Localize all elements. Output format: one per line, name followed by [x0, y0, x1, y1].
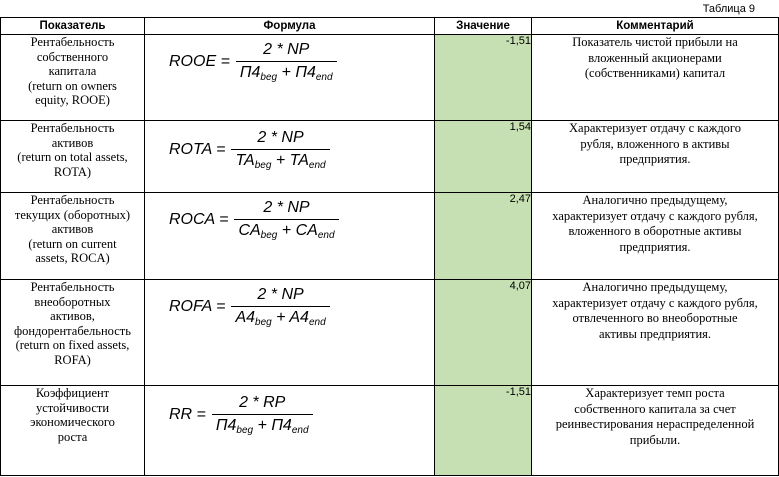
formula-symbol: ROCA — [169, 211, 215, 228]
comment-line: (собственниками) капитал — [584, 66, 726, 80]
comment-cell — [532, 35, 779, 121]
formula-symbol: RR — [169, 406, 193, 423]
formula-lhs: ROTA = — [169, 141, 226, 158]
indicator-line: Рентабельность — [30, 193, 115, 207]
indicator-line: капитала — [48, 64, 97, 78]
table-row — [1, 386, 779, 476]
comment-line: рубля, вложенного в активы — [580, 136, 730, 151]
formula — [169, 286, 330, 328]
subscript-beg: beg — [236, 425, 254, 436]
formula-cell — [145, 35, 435, 121]
formula-numerator: 2 * NP — [263, 199, 310, 216]
indicator-line: активов — [51, 222, 94, 236]
indicator-line: экономического — [30, 415, 115, 429]
header-formula: Формула — [145, 18, 435, 35]
denominator-term: A4 — [235, 309, 256, 326]
subscript-end: end — [291, 425, 309, 436]
subscript-end: end — [308, 160, 326, 171]
indicator-line: внеоборотных — [34, 294, 111, 309]
indicator-line: ROTA) — [53, 164, 92, 179]
subscript-beg: beg — [254, 160, 272, 171]
indicator-line: Рентабельность — [30, 280, 115, 294]
comment-cell — [532, 280, 779, 386]
formula-denominator: $A4_{beg} + A4_{end}$ — [231, 306, 329, 328]
comment-line: активы предприятия. — [598, 326, 712, 341]
indicator-line: (return on current — [28, 236, 117, 251]
subscript-end: end — [308, 317, 326, 328]
subscript-beg: beg — [255, 317, 272, 328]
indicator-line: активов, — [50, 309, 95, 323]
comment-line: вложенный акционерами — [588, 50, 722, 65]
formula-cell — [145, 193, 435, 280]
subscript-beg: beg — [260, 230, 278, 241]
indicator-line: фондорентабельность — [14, 323, 131, 338]
subscript-end: end — [315, 72, 333, 83]
indicator-line: Рентабельность — [30, 35, 115, 49]
comment-cell — [532, 193, 779, 280]
denominator-term: П4 — [215, 417, 237, 434]
comment-line: Характеризует темп роста — [585, 386, 725, 400]
header-row — [1, 18, 779, 35]
formula-lhs: ROCA = — [169, 211, 229, 228]
header-indicator: Показатель — [1, 18, 145, 35]
indicator-line: собственного — [36, 49, 109, 64]
formula-fraction — [231, 129, 329, 171]
indicator-line: Коэффициент — [35, 386, 110, 400]
indicator-cell — [1, 35, 145, 121]
formula-denominator: $П4_{beg} + П4_{end}$ — [212, 414, 313, 436]
comment-line: Аналогично предыдущему, — [582, 193, 728, 207]
table-row — [1, 121, 779, 193]
denominator-term: TA — [235, 152, 255, 169]
indicator-line: (return on owners — [28, 78, 117, 93]
comment-cell — [532, 121, 779, 193]
comment-line: вложенного в оборотные активы — [568, 224, 742, 238]
comment-line: отвлеченного во внеоборотные — [572, 311, 738, 325]
formula-symbol: ROTA — [169, 141, 212, 158]
formula-lhs: RR = — [169, 406, 206, 423]
table-caption: Таблица 9 — [702, 3, 755, 15]
formula-lhs: ROFA = — [169, 298, 226, 315]
financial-ratios-table — [0, 17, 779, 476]
formula-cell — [145, 280, 435, 386]
subscript-end: end — [317, 230, 335, 241]
indicator-line: текущих (оборотных) — [14, 207, 131, 222]
formula-denominator: $П4_{beg} + П4_{end}$ — [236, 61, 337, 83]
formula — [169, 129, 330, 171]
indicator-line: equity, ROOE) — [35, 93, 110, 107]
formula-fraction — [231, 286, 329, 328]
formula-symbol: ROFA — [169, 298, 212, 315]
comment-line: прибыли. — [629, 432, 681, 447]
header-value: Значение — [435, 18, 532, 35]
formula — [169, 199, 339, 241]
comment-line: Показатель чистой прибыли на — [572, 35, 738, 49]
value-cell: 2,47 — [435, 193, 532, 280]
comment-line: Характеризует отдачу с каждого — [569, 121, 741, 135]
comment-line: собственного капитала за счет — [574, 401, 736, 416]
formula-numerator: 2 * NP — [263, 41, 310, 58]
formula-symbol: ROOE — [169, 53, 217, 70]
denominator-term: CA — [295, 222, 318, 239]
indicator-cell — [1, 280, 145, 386]
indicator-line: активов — [51, 135, 94, 150]
indicator-line: Рентабельность — [30, 121, 115, 135]
formula-denominator: $TA_{beg} + TA_{end}$ — [231, 149, 329, 171]
indicator-line: роста — [57, 429, 88, 444]
indicator-line: (return on total assets, — [17, 150, 128, 164]
value-cell: -1,51 — [435, 35, 532, 121]
formula-fraction — [212, 394, 313, 436]
denominator-term: П4 — [295, 64, 316, 81]
comment-line: характеризует отдачу с каждого рубля, — [552, 295, 758, 310]
denominator-term: A4 — [289, 309, 309, 326]
comment-line: характеризует отдачу с каждого рубля, — [552, 208, 758, 223]
comment-cell — [532, 386, 779, 476]
formula-lhs: ROOE = — [169, 53, 230, 70]
comment-line: предприятия. — [619, 239, 691, 254]
formula-numerator: 2 * NP — [257, 129, 304, 146]
comment-line: Аналогично предыдущему, — [582, 280, 728, 294]
denominator-term: П4 — [239, 64, 261, 81]
formula-denominator: $CA_{beg} + CA_{end}$ — [234, 219, 338, 241]
indicator-cell — [1, 193, 145, 280]
subscript-beg: beg — [260, 72, 278, 83]
table-row — [1, 280, 779, 386]
formula-fraction — [236, 41, 337, 83]
indicator-line: assets, ROCA) — [35, 251, 110, 265]
indicator-line: устойчивости — [35, 400, 110, 415]
denominator-term: CA — [238, 222, 261, 239]
denominator-term: TA — [289, 152, 309, 169]
formula-numerator: 2 * RP — [239, 394, 286, 411]
table-row — [1, 35, 779, 121]
table-row — [1, 193, 779, 280]
formula — [169, 41, 337, 83]
value-cell: 4,07 — [435, 280, 532, 386]
formula-cell — [145, 121, 435, 193]
header-comment: Комментарий — [532, 18, 779, 35]
value-cell: 1,54 — [435, 121, 532, 193]
indicator-line: ROFA) — [54, 352, 91, 367]
comment-line: реинвестирования нераспределенной — [555, 417, 755, 431]
formula-numerator: 2 * NP — [257, 286, 304, 303]
table-body — [1, 35, 779, 476]
indicator-cell — [1, 386, 145, 476]
formula-cell — [145, 386, 435, 476]
denominator-term: П4 — [271, 417, 292, 434]
formula-fraction — [234, 199, 338, 241]
comment-line: предприятия. — [619, 152, 691, 166]
value-cell: -1,51 — [435, 386, 532, 476]
formula — [169, 394, 313, 436]
indicator-cell — [1, 121, 145, 193]
indicator-line: (return on fixed assets, — [15, 338, 130, 352]
